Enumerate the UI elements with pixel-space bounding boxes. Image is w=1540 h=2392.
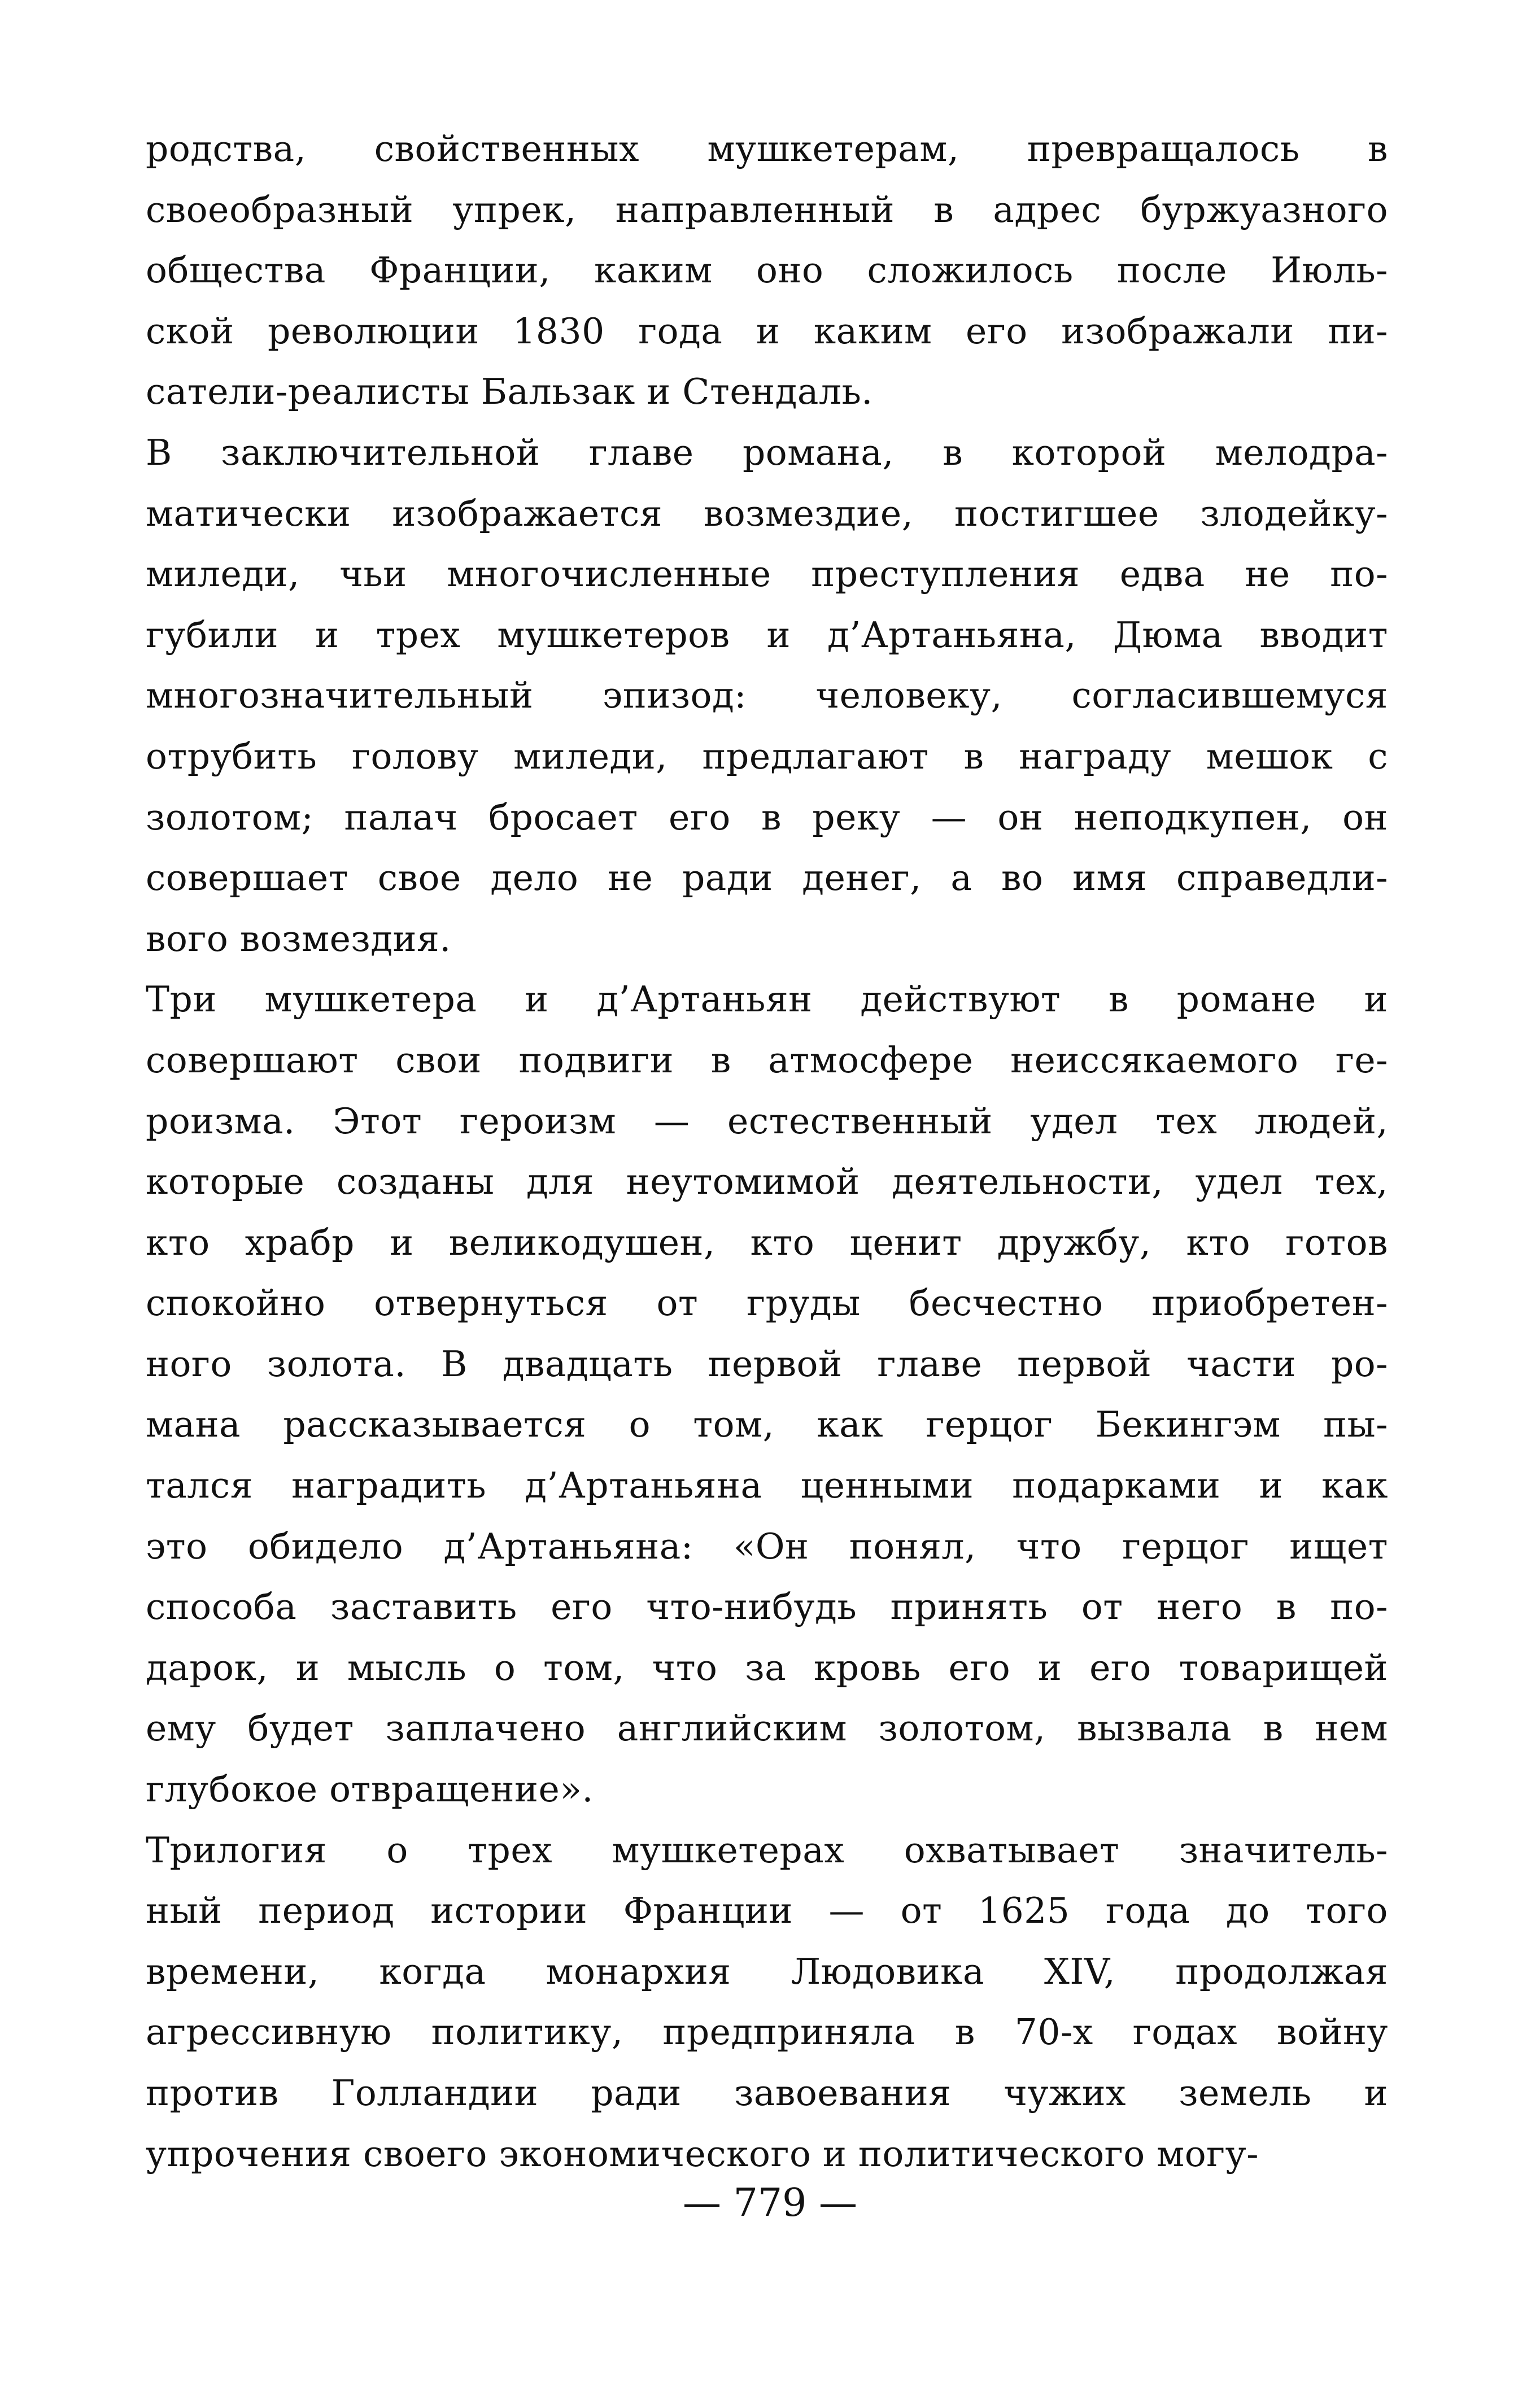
text-line: кто храбр и великодушен, кто ценит дружбу, кто готов	[146, 1221, 1388, 1263]
text-line: губили и трех мушкетеров и д’Артаньяна, Дюма вводит	[146, 614, 1388, 656]
text-line: тался наградить д’Артаньяна ценными подарками и как	[146, 1465, 1388, 1507]
text-line: дарок, и мысль о том, что за кровь его и его товарищей	[146, 1647, 1388, 1688]
text-line: ного золота. В двадцать первой главе первой части ро-	[146, 1343, 1388, 1385]
text-line: времени, когда монархия Людовика XIV, продолжая	[146, 1950, 1388, 1992]
text-line: совершает свое дело не ради денег, а во имя справедли-	[146, 857, 1388, 899]
text-line: сатели-реалисты Бальзак и Стендаль.	[146, 371, 873, 413]
text-line: роизма. Этот героизм — естественный удел тех людей,	[146, 1100, 1388, 1142]
text-line: ный период истории Франции — от 1625 года до того	[146, 1890, 1388, 1932]
paragraph	[146, 969, 1388, 1819]
text-line: ему будет заплачено английским золотом, вызвала в нем	[146, 1708, 1388, 1749]
text-line: родства, свойственных мушкетерам, превращалось в	[146, 128, 1388, 169]
text-line: В заключительной главе романа, в которой мелодра-	[146, 431, 1388, 473]
text-line: упрочения своего экономического и политического могу-	[146, 2133, 1259, 2175]
text-line: способа заставить его что-нибудь принять от него в по-	[146, 1586, 1388, 1628]
text-line: агрессивную политику, предприняла в 70-х годах войну	[146, 2011, 1388, 2053]
paragraph	[146, 119, 1388, 422]
text-line: ской революции 1830 года и каким его изображали пи-	[146, 310, 1388, 352]
text-line: это обидело д’Артаньяна: «Он понял, что герцог ищет	[146, 1525, 1388, 1567]
text-line: своеобразный упрек, направленный в адрес буржуазного	[146, 189, 1388, 230]
text-line: матически изображается возмездие, постигшее злодейку-	[146, 492, 1388, 534]
page-number: — 779 —	[682, 2181, 858, 2225]
text-line: общества Франции, каким оно сложилось после Июль-	[146, 250, 1388, 291]
text-line: против Голландии ради завоевания чужих земель и	[146, 2072, 1388, 2114]
text-line: многозначительный эпизод: человеку, согласившемуся	[146, 675, 1388, 717]
text-line: Три мушкетера и д’Артаньян действуют в романе и	[146, 979, 1388, 1020]
text-line: миледи, чьи многочисленные преступления едва не по-	[146, 553, 1388, 595]
text-line: которые созданы для неутомимой деятельности, удел тех,	[146, 1161, 1388, 1203]
page-body	[146, 119, 1388, 2184]
text-line: спокойно отвернуться от груды бесчестно приобретен-	[146, 1282, 1388, 1324]
paragraph	[146, 1820, 1388, 2185]
text-line: золотом; палач бросает его в реку — он неподкупен, он	[146, 796, 1388, 838]
text-line: совершают свои подвиги в атмосфере неиссякаемого ге-	[146, 1039, 1388, 1081]
text-line: вого возмездия.	[146, 918, 451, 959]
text-line: отрубить голову миледи, предлагают в награду мешок с	[146, 735, 1388, 777]
text-line: Трилогия о трех мушкетерах охватывает значитель-	[146, 1829, 1388, 1871]
text-line: глубокое отвращение».	[146, 1769, 594, 1810]
paragraph	[146, 422, 1388, 969]
text-line: мана рассказывается о том, как герцог Бекингэм пы-	[146, 1404, 1388, 1446]
